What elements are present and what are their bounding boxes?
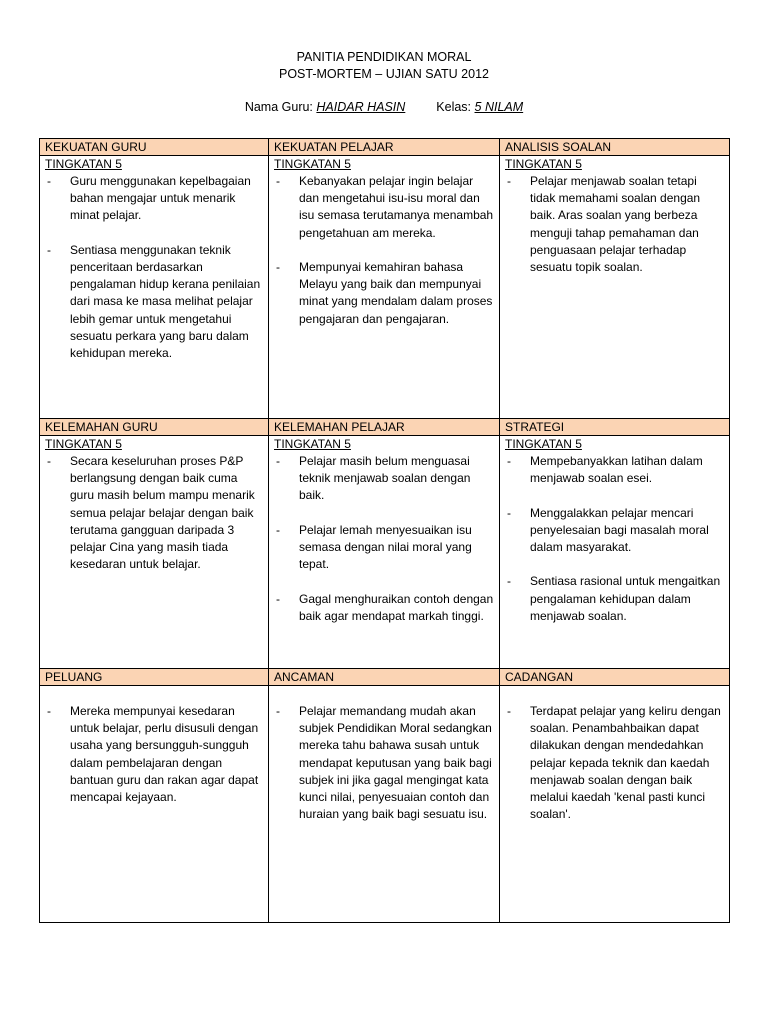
level-label: TINGKATAN 5 [505,437,582,451]
level-label: TINGKATAN 5 [274,157,351,171]
document-subtitle: POST-MORTEM – UJIAN SATU 2012 [278,67,489,81]
level-label: TINGKATAN 5 [274,437,351,451]
section-heading: ANALISIS SOALAN [500,139,730,156]
section-heading: KEKUATAN GURU [40,139,269,156]
class-label: Kelas: [436,100,472,114]
level-label: TINGKATAN 5 [45,437,122,451]
table-header-row [40,419,730,436]
table-header-row [40,669,730,686]
section-cell [40,436,269,669]
list-item: - Mereka mempunyai kesedaran untuk belajar, perlu disusuli dengan usaha yang bersungguh-sungguh dalam pembelajaran dengan bantuan guru dan rakan agar dapat mencapai kejayaan. [45,703,263,806]
section-cell [40,686,269,923]
list-item: - Terdapat pelajar yang keliru dengan soalan. Penambahbaikan dapat dilakukan dengan mendedahkan pelajar kepada teknik dan kaedah menjawab soalan dengan baik melalui kaedah 'kenal pasti kunci soalan'. [505,703,724,823]
list-item: - Guru menggunakan kepelbagaian bahan mengajar untuk menarik minat pelajar. [45,173,263,225]
section-heading: STRATEGI [500,419,730,436]
class-name: 5 NILAM [474,100,524,114]
table-row [40,156,730,419]
section-cell [500,686,730,923]
section-cell [269,156,500,419]
list-item: - Pelajar lemah menyesuaikan isu semasa dengan nilai moral yang tepat. [274,522,494,574]
post-mortem-table [39,138,730,923]
list-item: - Menggalakkan pelajar mencari penyelesaian bagi masalah moral dalam masyarakat. [505,505,724,557]
document-title: PANITIA PENDIDIKAN MORAL [296,50,472,64]
list-item: - Pelajar masih belum menguasai teknik menjawab soalan dengan baik. [274,453,494,505]
section-heading: PELUANG [40,669,269,686]
list-item: - Pelajar menjawab soalan tetapi tidak memahami soalan dengan baik. Aras soalan yang berbeza menguji tahap pemahaman dan penguasaan pelajar terhadap sesuatu topik soalan. [505,173,724,276]
section-cell [40,156,269,419]
teacher-label: Nama Guru: [244,100,313,114]
list-item: - Mempunyai kemahiran bahasa Melayu yang baik dan mempunyai minat yang mendalam dalam proses pengajaran dan pengajaran. [274,259,494,328]
list-item: - Sentiasa menggunakan teknik penceritaan berdasarkan pengalaman hidup kerana penilaian dari masa ke masa melihat pelajar lebih gemar untuk mengetahui sesuatu perkara yang baru dalam kehidupan mereka. [45,242,263,362]
section-cell [269,686,500,923]
list-item: - Secara keseluruhan proses P&P berlangsung dengan baik cuma guru masih belum mampu menarik semua pelajar belajar dengan baik terutama gangguan daripada 3 pelajar Cina yang masih tiada kesedaran untuk belajar. [45,453,263,573]
table-row [40,686,730,923]
level-label: TINGKATAN 5 [505,157,582,171]
teacher-name: HAIDAR HASIN [316,100,406,114]
section-heading: KELEMAHAN PELAJAR [269,419,500,436]
section-cell [269,436,500,669]
section-heading: KELEMAHAN GURU [40,419,269,436]
list-item: - Kebanyakan pelajar ingin belajar dan mengetahui isu-isu moral dan isu semasa terutamanya menambah pengetahuan am mereka. [274,173,494,242]
list-item: - Pelajar memandang mudah akan subjek Pendidikan Moral sedangkan mereka tahu bahawa susah untuk mendapat keputusan yang baik bagi subjek ini jika gagal mengingat kata kunci nilai, penyesuaian contoh dan huraian yang baik bagi sesuatu isu. [274,703,494,823]
section-heading: KEKUATAN PELAJAR [269,139,500,156]
section-cell [500,156,730,419]
list-item: - Sentiasa rasional untuk mengaitkan pengalaman kehidupan dalam menjawab soalan. [505,573,724,625]
section-cell [500,436,730,669]
table-row [40,436,730,669]
section-heading: ANCAMAN [269,669,500,686]
teacher-class-line [0,99,768,115]
list-item: - Mempebanyakkan latihan dalam menjawab soalan esei. [505,453,724,487]
level-label: TINGKATAN 5 [45,157,122,171]
list-item: - Gagal menghuraikan contoh dengan baik agar mendapat markah tinggi. [274,591,494,625]
section-heading: CADANGAN [500,669,730,686]
table-header-row [40,139,730,156]
